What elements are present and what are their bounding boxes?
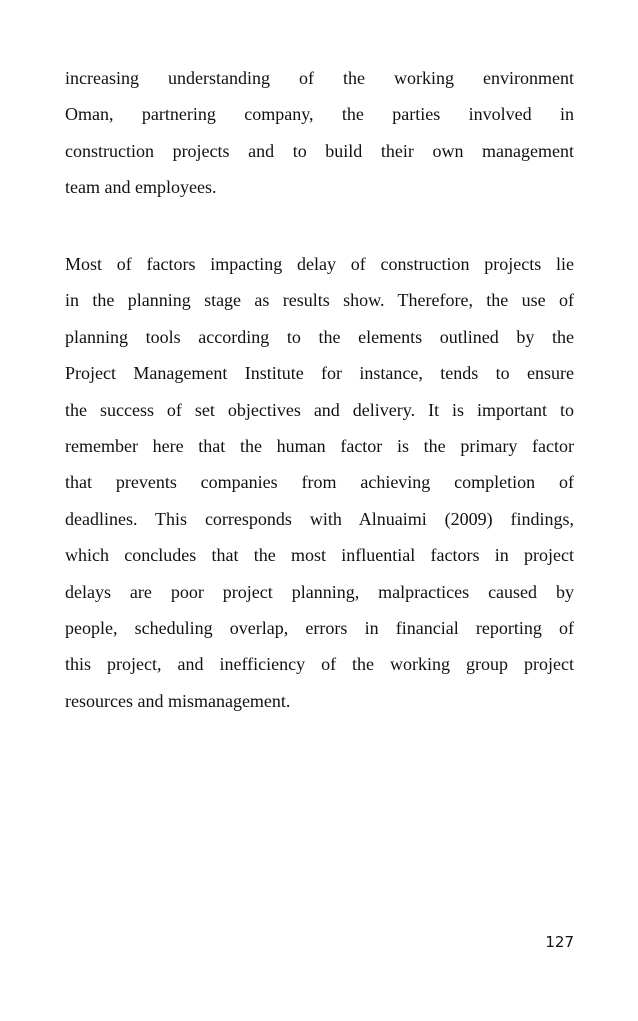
text-line: that prevents companies from achieving completion of <box>65 472 574 493</box>
text-line: remember here that the human factor is the primary factor <box>65 435 574 456</box>
text-line: construction projects and to build their own management <box>65 140 574 161</box>
text-line: Oman, partnering company, the parties involved in <box>65 104 574 125</box>
text-line: Most of factors impacting delay of construction projects lie <box>65 254 574 274</box>
text-line: planning tools according to the elements outlined by the <box>65 326 574 347</box>
text-line: the success of set objectives and delivery. It is important to <box>65 399 574 420</box>
text-line: team and employees. <box>65 177 217 198</box>
text-line: deadlines. This corresponds with Alnuaimi (2009) findings, <box>65 508 574 529</box>
paragraph-1 <box>65 64 574 210</box>
text-line: Project Management Institute for instance, tends to ensure <box>65 363 574 384</box>
text-line: which concludes that the most influential factors in project <box>65 545 574 566</box>
text-line: this project, and inefficiency of the working group project <box>65 654 574 675</box>
text-line: delays are poor project planning, malpractices caused by <box>65 581 574 602</box>
paragraph-2 <box>65 250 574 723</box>
text-line: resources and mismanagement. <box>65 690 291 711</box>
text-line: in the planning stage as results show. Therefore, the use of <box>65 290 574 311</box>
text-line: increasing understanding of the working environment <box>65 68 574 88</box>
text-line: people, scheduling overlap, errors in financial reporting of <box>65 617 574 638</box>
page-number: 127 <box>545 933 574 951</box>
